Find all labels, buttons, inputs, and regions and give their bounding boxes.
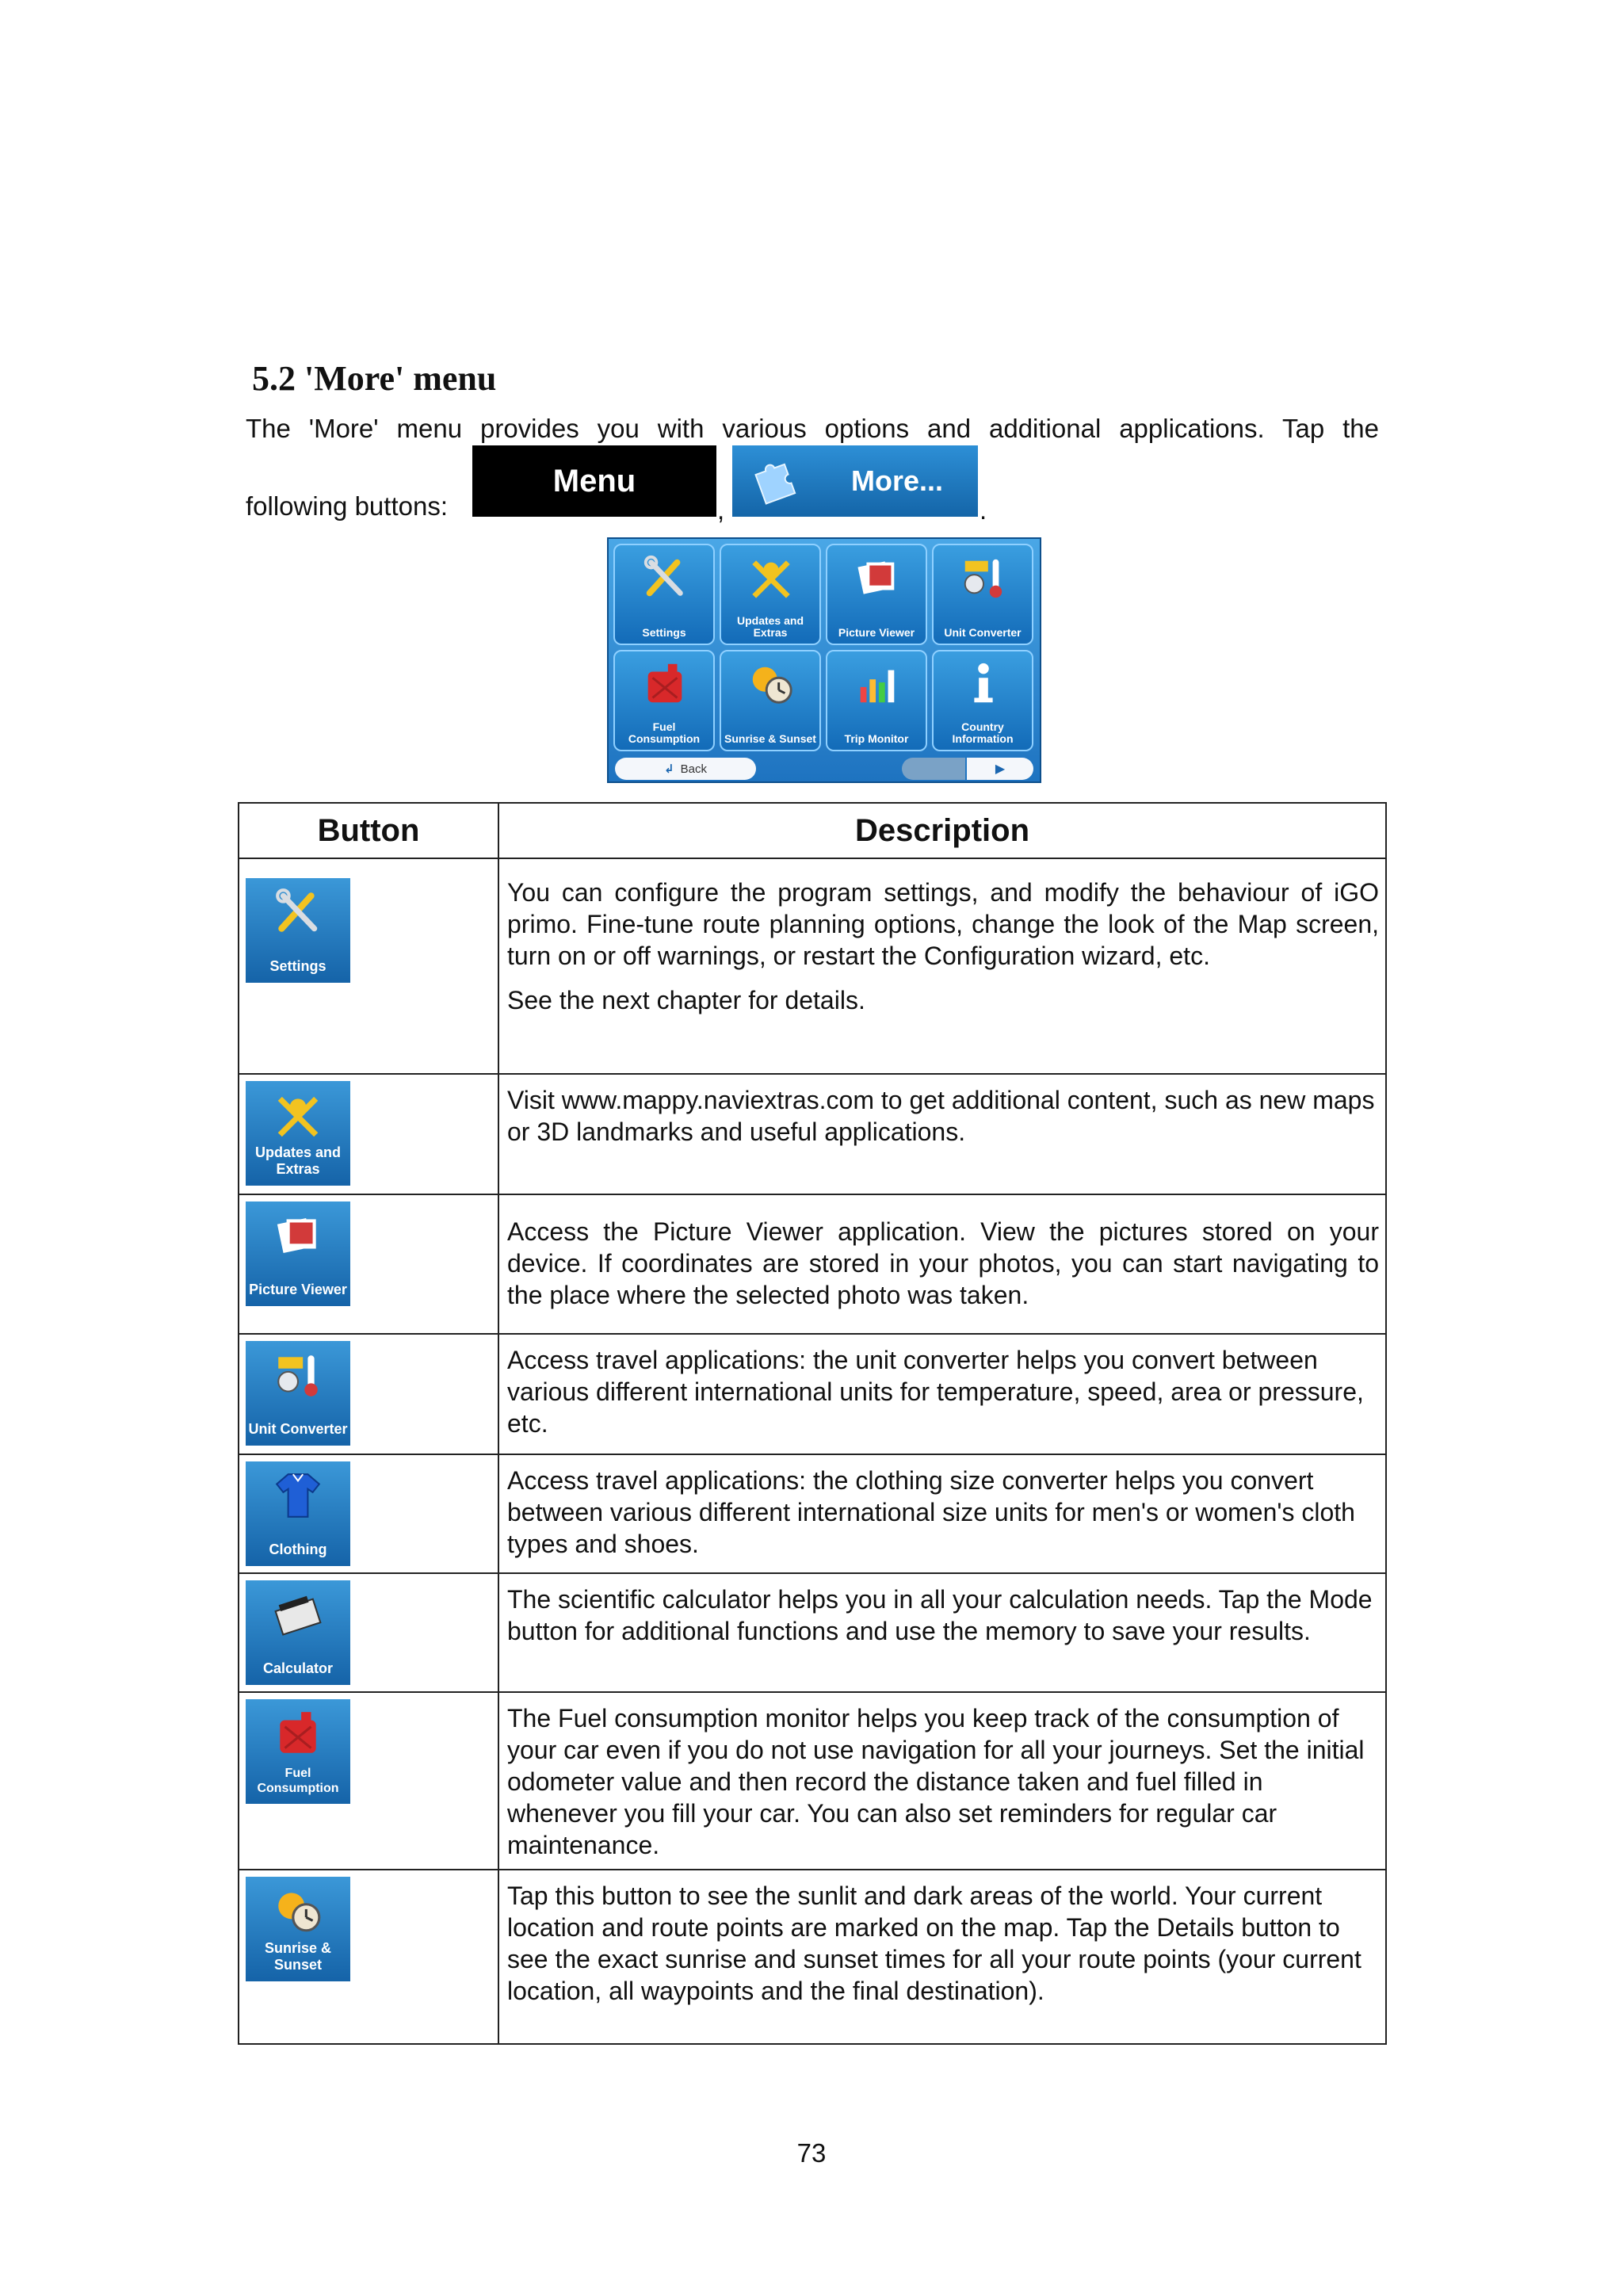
- table-row: [239, 1573, 1386, 1692]
- country-info-icon: [959, 659, 1008, 709]
- table-header-row: [239, 803, 1386, 858]
- icon-label: Sunrise & Sunset: [264, 1940, 332, 1973]
- calculator-icon: [272, 1588, 324, 1641]
- table-row: [239, 1194, 1386, 1334]
- back-arrow-icon: ↲: [664, 762, 674, 776]
- calculator-button[interactable]: [246, 1580, 350, 1685]
- table-row: [239, 1870, 1386, 2044]
- page-number: 73: [796, 2138, 827, 2168]
- description-cell: [498, 858, 1386, 1074]
- tile-picture-viewer[interactable]: [826, 544, 927, 645]
- tile-label: Settings: [642, 626, 686, 639]
- description-cell: [498, 1334, 1386, 1454]
- description-text: Visit www.mappy.naviextras.com to get additional content, such as new maps or 3D landmarks and useful applications.: [507, 1086, 1375, 1146]
- sunrise-sunset-button[interactable]: [246, 1877, 350, 1981]
- tile-label: Country Information: [952, 720, 1014, 745]
- prev-page-button[interactable]: [902, 758, 965, 780]
- description-text: The scientific calculator helps you in all your calculation needs. Tap the Mode button for additional functions and use the memory to save your results.: [507, 1585, 1373, 1645]
- more-button[interactable]: [732, 445, 978, 517]
- back-button[interactable]: [615, 758, 756, 780]
- tile-label: Unit Converter: [944, 626, 1022, 639]
- description-cell: [498, 1454, 1386, 1573]
- fuel-icon: [272, 1707, 324, 1759]
- description-cell: [498, 1074, 1386, 1194]
- tile-country-info[interactable]: [932, 650, 1033, 751]
- unit-converter-icon: [959, 553, 1008, 602]
- more-menu-screenshot: [607, 537, 1041, 783]
- button-cell: [239, 1454, 498, 1573]
- button-cell: [239, 1334, 498, 1454]
- menu-button[interactable]: Menu: [472, 445, 716, 517]
- comma: ,: [717, 495, 725, 525]
- tile-label: Fuel Consumption: [628, 720, 701, 745]
- description-text: Tap this button to see the sunlit and dark areas of the world. Your current location and route points are marked on the map. Tap the Details button to see the exact sunrise and sunset times for all your route points (your current location, all waypoints and the final destination).: [507, 1881, 1361, 2005]
- button-cell: [239, 858, 498, 1074]
- more-button-label: More...: [850, 464, 943, 497]
- description-text-2: See the next chapter for details.: [507, 986, 865, 1014]
- settings-icon: [272, 886, 324, 938]
- picture-icon: [272, 1209, 324, 1262]
- description-text: Access travel applications: the clothing size converter helps you convert between various different international size units for men's or women's cloth types and shoes.: [507, 1466, 1355, 1558]
- tile-fuel[interactable]: [613, 650, 715, 751]
- icon-label: Picture Viewer: [249, 1282, 347, 1297]
- icon-label: Settings: [269, 958, 327, 974]
- button-cell: [239, 1074, 498, 1194]
- unit-converter-icon: [272, 1349, 324, 1401]
- tile-label: Sunrise & Sunset: [724, 732, 816, 745]
- icon-label: Updates and Extras: [254, 1144, 342, 1177]
- button-description-table: [238, 802, 1387, 2045]
- tile-updates[interactable]: [720, 544, 821, 645]
- intro-line-2: following buttons:: [246, 491, 448, 521]
- shirt-icon: [272, 1469, 324, 1522]
- puzzle-icon: [750, 457, 799, 506]
- period: .: [980, 495, 987, 525]
- description-text: You can configure the program settings, and modify the behaviour of iGO primo. Fine-tune route planning options, change the look of the Map screen, turn on or off warnings, or restart the Configuration wizard, etc.: [507, 878, 1379, 970]
- button-cell: [239, 1692, 498, 1870]
- icon-label: Unit Converter: [248, 1421, 348, 1437]
- button-cell: [239, 1573, 498, 1692]
- tile-trip-monitor[interactable]: [826, 650, 927, 751]
- table-row: [239, 1074, 1386, 1194]
- tile-sunrise[interactable]: [720, 650, 821, 751]
- header-button: Button: [239, 803, 498, 858]
- tile-settings[interactable]: [613, 544, 715, 645]
- clothing-button[interactable]: [246, 1461, 350, 1566]
- table-row: [239, 1692, 1386, 1870]
- table-row: [239, 1334, 1386, 1454]
- table-row: [239, 1454, 1386, 1573]
- button-cell: [239, 1194, 498, 1334]
- updates-icon: [747, 553, 796, 602]
- settings-button[interactable]: [246, 878, 350, 983]
- next-page-button[interactable]: [967, 758, 1033, 780]
- description-text: The Fuel consumption monitor helps you keep track of the consumption of your car even if you do not use navigation for all your journeys. Set the initial odometer value and then record the distance taken and fuel filled in whenever you fill your car. You can also set reminders for regular car maintenance.: [507, 1704, 1365, 1859]
- settings-icon: [640, 553, 689, 602]
- description-cell: [498, 1692, 1386, 1870]
- intro-line-1: The 'More' menu provides you with various options and additional applications. Tap the: [246, 414, 1379, 443]
- header-description: Description: [498, 803, 1386, 858]
- table-row: [239, 858, 1386, 1074]
- fuel-consumption-button[interactable]: [246, 1699, 350, 1804]
- description-cell: [498, 1573, 1386, 1692]
- tile-unit-converter[interactable]: [932, 544, 1033, 645]
- fuel-icon: [640, 659, 689, 709]
- updates-icon: [272, 1089, 324, 1141]
- tile-label: Trip Monitor: [844, 732, 909, 745]
- description-text: Access the Picture Viewer application. View the pictures stored on your device. If coordinates are stored in your photos, you can start navigating to the place where the selected photo was taken.: [507, 1217, 1379, 1309]
- sunrise-icon: [272, 1885, 324, 1937]
- sunrise-icon: [747, 659, 796, 709]
- trip-monitor-icon: [853, 659, 902, 709]
- icon-label: Fuel Consumption: [257, 1767, 339, 1795]
- next-arrow-icon: ▶: [995, 762, 1006, 776]
- icon-label: Calculator: [262, 1660, 334, 1676]
- back-button-label: Back: [680, 762, 707, 776]
- updates-button[interactable]: [246, 1081, 350, 1186]
- picture-icon: [853, 553, 902, 602]
- picture-viewer-button[interactable]: [246, 1201, 350, 1306]
- button-cell: [239, 1870, 498, 2044]
- section-heading: 5.2 'More' menu: [252, 359, 497, 398]
- description-cell: [498, 1194, 1386, 1334]
- unit-converter-button[interactable]: [246, 1341, 350, 1446]
- tile-label: Picture Viewer: [838, 626, 915, 639]
- tile-label: Updates and Extras: [736, 614, 804, 639]
- description-cell: [498, 1870, 1386, 2044]
- icon-label: Clothing: [269, 1541, 327, 1557]
- description-text: Access travel applications: the unit converter helps you convert between various different international units for temperature, speed, area or pressure, etc.: [507, 1346, 1364, 1438]
